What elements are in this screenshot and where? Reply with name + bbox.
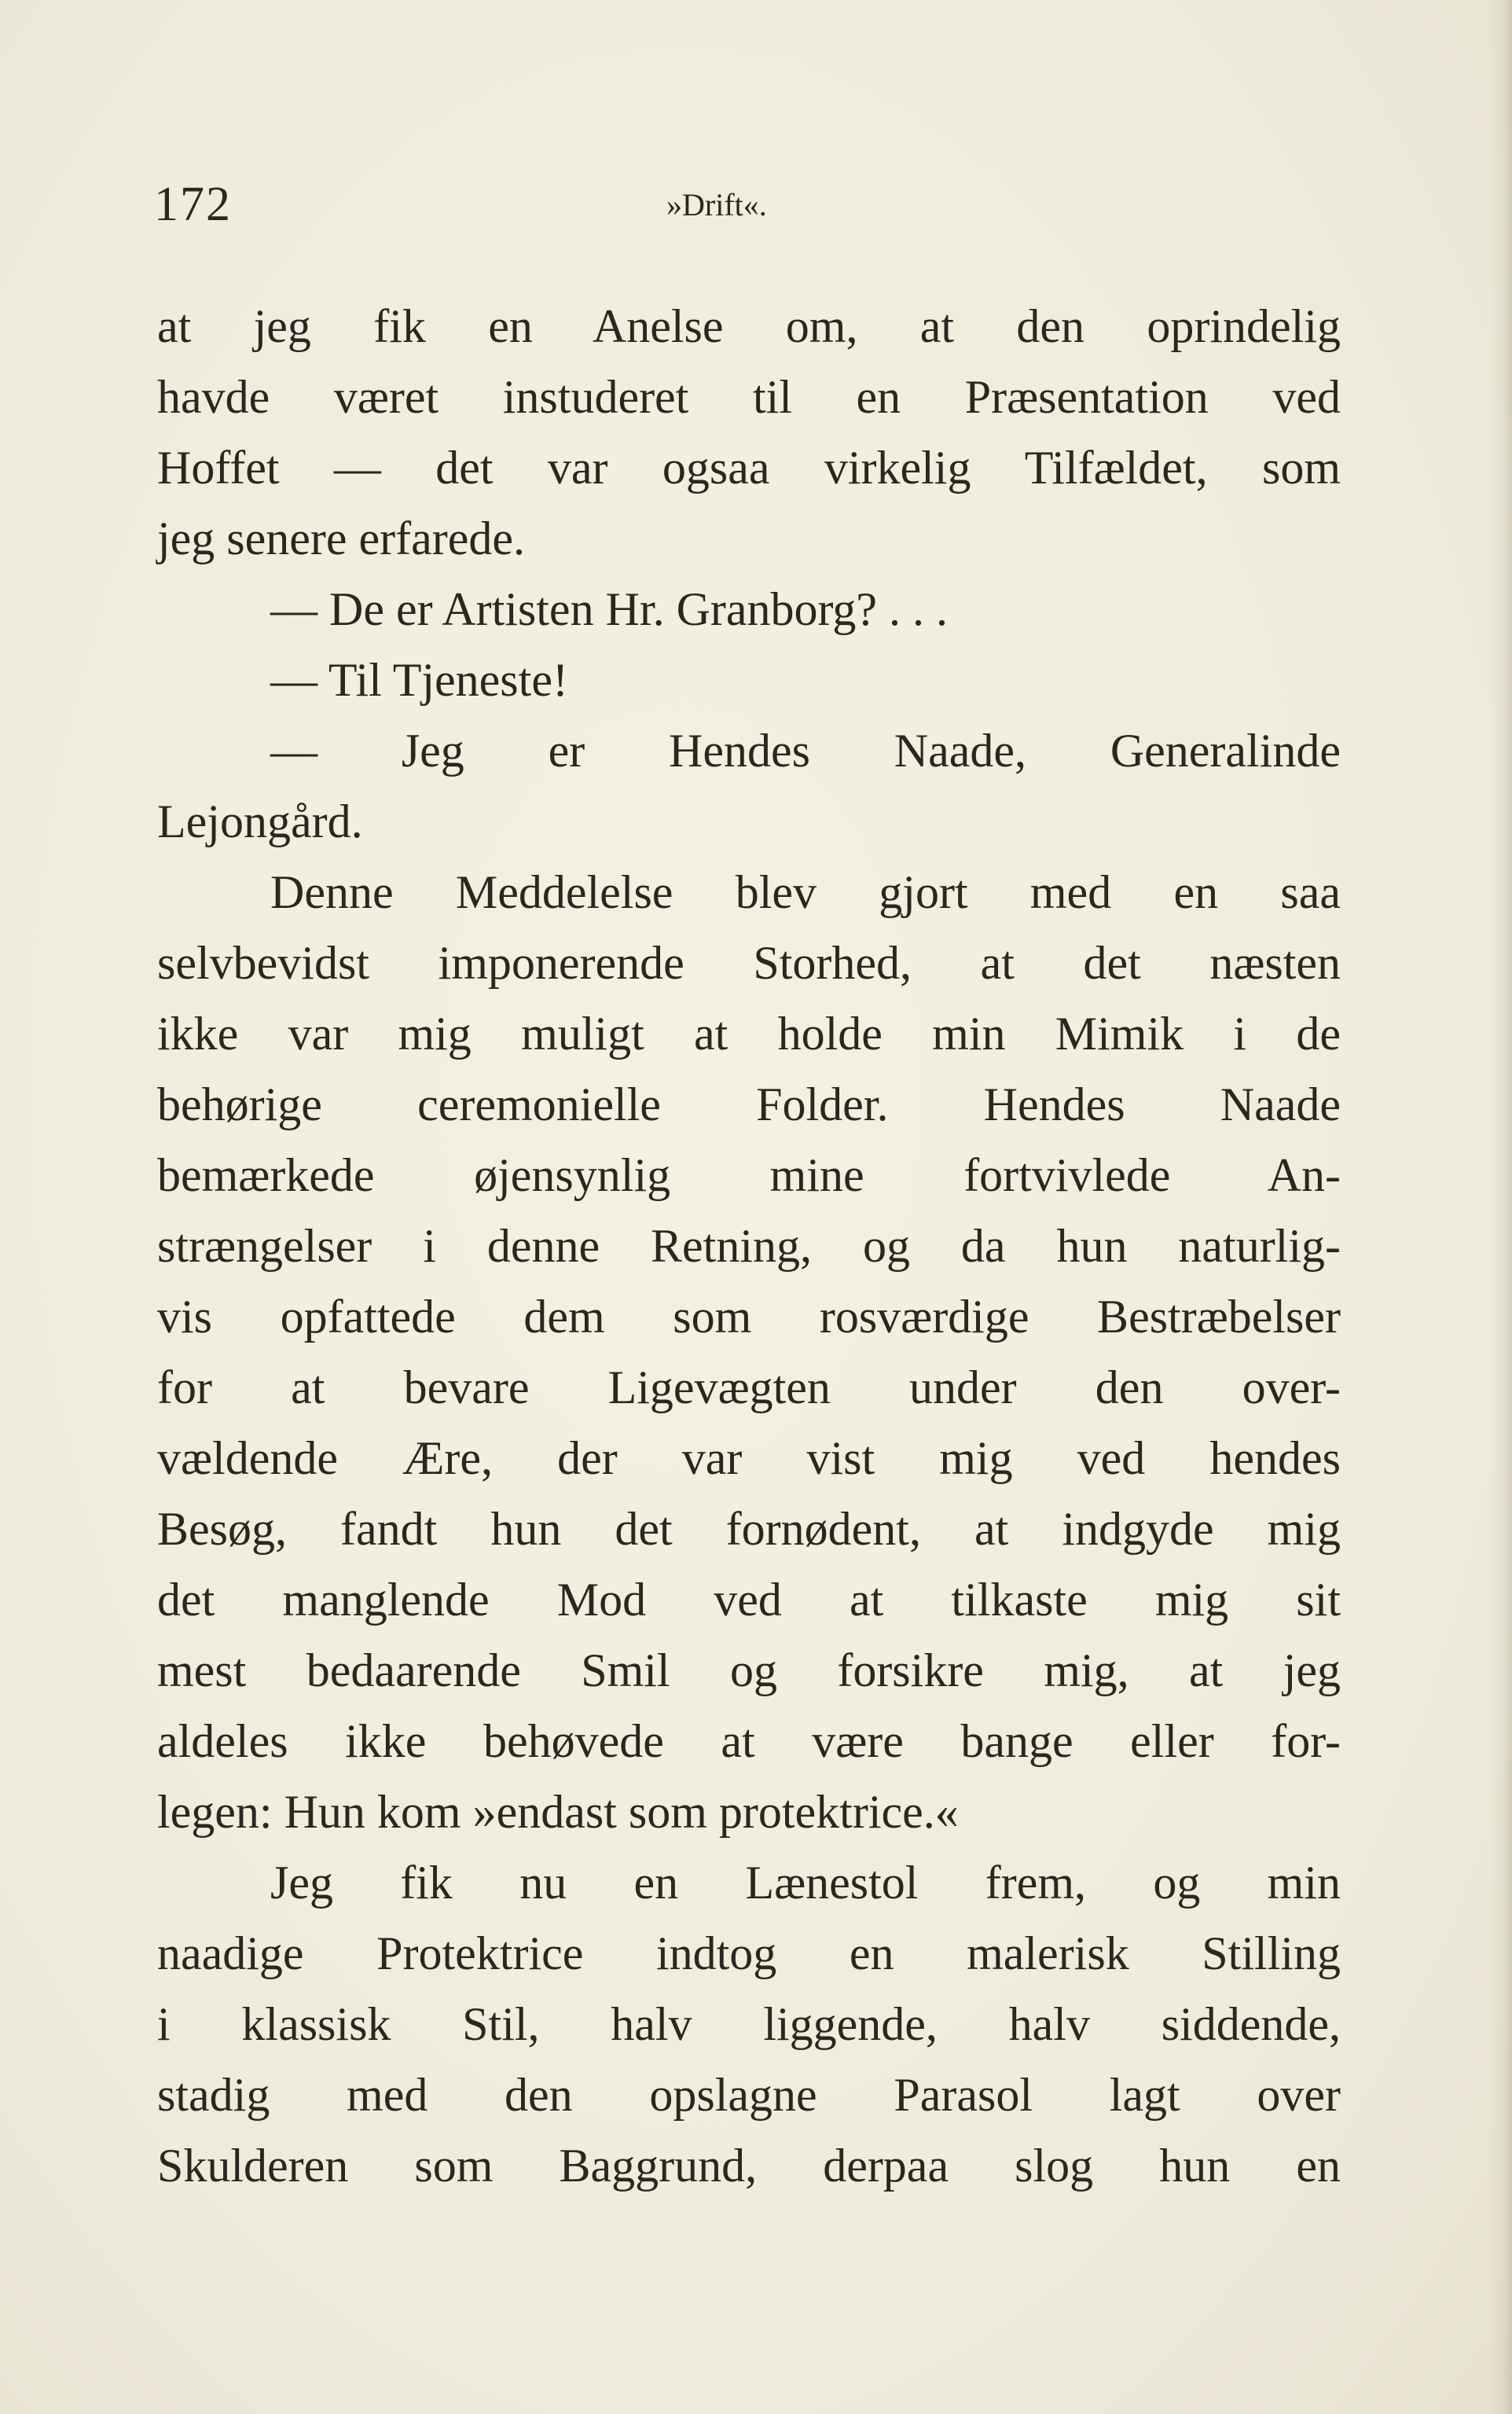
text-line: vis opfattede dem som rosværdige Bestræbelser [157,1291,1341,1343]
text-line: mest bedaarende Smil og forsikre mig, at jeg [157,1644,1341,1696]
text-line: stadig med den opslagne Parasol lagt over [157,2069,1341,2121]
text-line: legen: Hun kom »endast som protektrice.« [157,1786,959,1838]
text-line: — Til Tjeneste! [270,654,568,706]
running-title: »Drift«. [666,187,767,222]
page-header [154,169,1364,240]
text-line: for at bevare Ligevægten under den over- [157,1361,1341,1413]
text-line: aldeles ikke behøvede at være bange eller for- [157,1715,1341,1767]
text-line: Lejongård. [157,795,363,847]
text-line: — De er Artisten Hr. Granborg? . . . [270,583,949,635]
text-line: Denne Meddelelse blev gjort med en saa [270,866,1341,918]
text-line: i klassisk Stil, halv liggende, halv siddende, [157,1998,1341,2050]
text-line: naadige Protektrice indtog en malerisk Stilling [157,1927,1341,1979]
page-edge-shadow [1488,0,1512,2414]
text-line: Besøg, fandt hun det fornødent, at indgyde mig [157,1503,1341,1555]
text-line: det manglende Mod ved at tilkaste mig sit [157,1574,1341,1626]
text-line: Jeg fik nu en Lænestol frem, og min [270,1857,1341,1909]
text-line: behørige ceremonielle Folder. Hendes Naade [157,1078,1341,1130]
text-line: strængelser i denne Retning, og da hun naturlig- [157,1220,1341,1272]
body-text [157,291,1341,2201]
text-line: at jeg fik en Anelse om, at den oprindelig [157,300,1341,352]
text-line: Skulderen som Baggrund, derpaa slog hun en [157,2140,1341,2192]
text-line: havde været instuderet til en Præsentation ved [157,371,1341,423]
text-line: selvbevidst imponerende Storhed, at det næsten [157,937,1341,989]
text-line: ikke var mig muligt at holde min Mimik i de [157,1008,1341,1060]
text-line: bemærkede øjensynlig mine fortvivlede An- [157,1149,1341,1201]
text-line: — Jeg er Hendes Naade, Generalinde [270,725,1341,777]
page-number: 172 [154,178,232,231]
text-line: Hoffet — det var ogsaa virkelig Tilfældet, som [157,442,1341,494]
text-line: vældende Ære, der var vist mig ved hendes [157,1432,1341,1484]
text-line: jeg senere erfarede. [157,513,525,564]
